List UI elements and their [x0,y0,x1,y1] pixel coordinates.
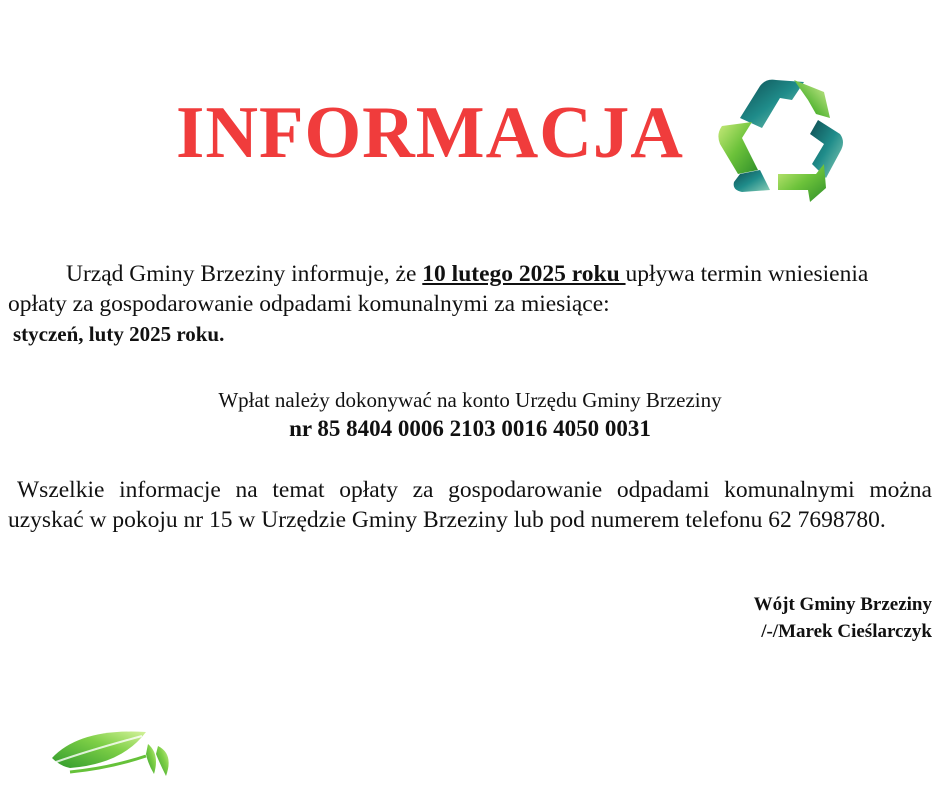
signature [754,591,932,645]
deadline-paragraph [8,259,932,349]
months-text: styczeń, luty 2025 roku. [13,322,225,346]
info-paragraph [8,475,932,535]
recycle-icon [712,78,848,204]
header [0,78,940,208]
intro-text: Urząd Gminy Brzeziny informuje, że [66,261,423,287]
leaf-logo-icon [50,724,174,782]
continuation-text: upływa termin wniesienia opłaty za gospodarowanie odpadami komunalnymi za miesiące: [8,261,869,317]
signature-name: /-/Marek Cieślarczyk [761,621,932,642]
info-text: Wszelkie informacje na temat opłaty za gospodarowanie odpadami komunalnymi można uzyskać w pokoju nr 15 w Urzędzie Gminy Brzeziny lub pod numerem telefonu 62 7698780. [8,477,932,533]
deadline-date: 10 lutego 2025 roku [422,261,626,287]
account-number: nr 85 8404 0006 2103 0016 4050 0031 [289,416,651,441]
payment-instruction: Wpłat należy dokonywać na konto Urzędu Gminy Brzeziny [218,388,722,412]
payment-section [0,386,940,444]
page-title: INFORMACJA [176,92,684,174]
signature-title: Wójt Gminy Brzeziny [753,594,932,615]
